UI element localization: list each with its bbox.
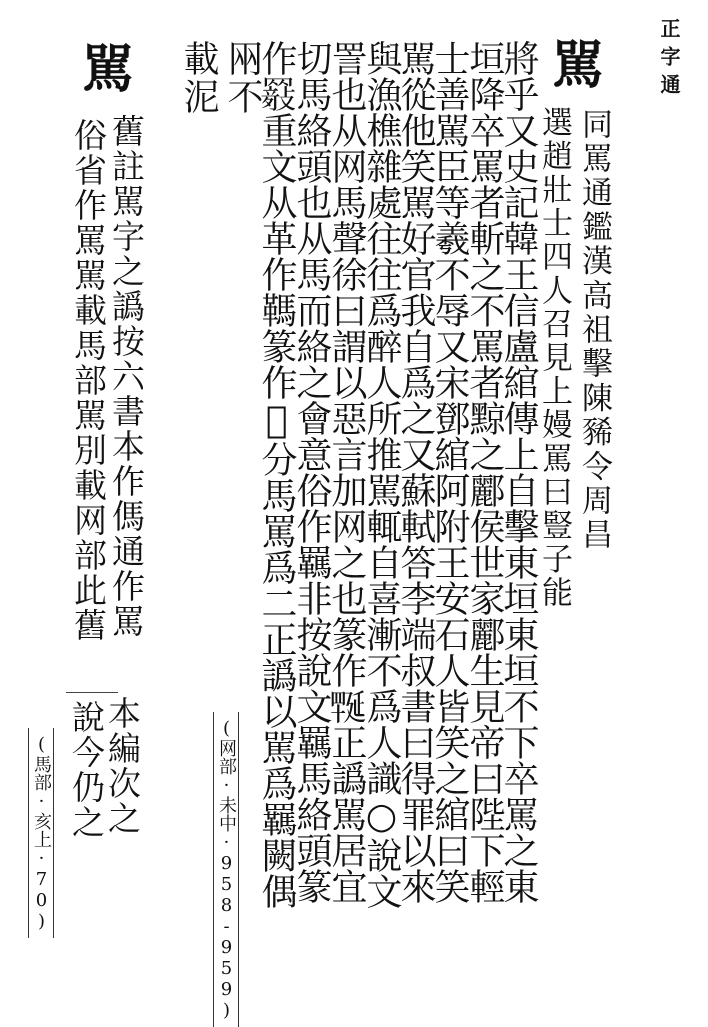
entry1-col12: 載泥: [178, 40, 219, 116]
entry1-source: (网部·未中·958-959): [213, 712, 239, 1027]
entry1-col1: 同罵通鑑漢高祖擊陳豨令周昌: [576, 108, 612, 553]
entry1-col5: 士善駡臣等羲不辱又宋鄧綰阿附王安石人皆笑之綰曰笑: [429, 40, 470, 904]
page-header: 正字通: [657, 18, 681, 102]
entry2-divider: [66, 692, 118, 693]
entry1-col9: 切馬絡頭也从馬而絡之會意俗作羈非按說文羈馬絡頭篆: [291, 40, 332, 904]
entry2-col2: 俗省作罵駡載馬部駡別載网部此舊: [69, 118, 108, 643]
entry1-col8: 詈也从网馬聲徐曰謂以惡言加网之也篆作𦋪正譌駡居宜: [326, 40, 367, 904]
entry2-source: (馬部·亥上·70): [28, 728, 54, 938]
entry1-col11: 㒳不: [222, 40, 263, 116]
entry1-col4: 垣降卒罵者斬之不罵者黥之酈侯世家酈生見帝曰陛下輕: [464, 40, 505, 904]
entry1-headword: 駡: [552, 35, 605, 96]
entry2-headword: 駡: [82, 39, 135, 100]
entry1-col2: 選趙壯士四人召見上嫚罵曰豎子能: [536, 106, 572, 610]
entry1-col3: 將乎又史記韓王信盧綰傳上自擊東垣東垣不下卒罵之東: [498, 40, 539, 904]
entry2-col1: 舊註駡字之譌按六書本作傌通作罵: [107, 114, 146, 639]
entry1-col10: 作𦌤重文从革作䩻篆作𦌴分馬罵爲二正譌以駡爲羈闕偶: [256, 40, 297, 909]
entry1-col7: 與漁樵雜處往往爲醉人所推駡輒自喜漸不爲人識○說文: [361, 40, 402, 909]
entry2-col3: 說今仍之: [67, 700, 106, 840]
entry1-col6: 駡從他笑駡好官我自爲之又蘇軾答李端叔書曰得罪以來: [395, 40, 436, 904]
entry2-col4: 本編次之: [103, 696, 142, 836]
